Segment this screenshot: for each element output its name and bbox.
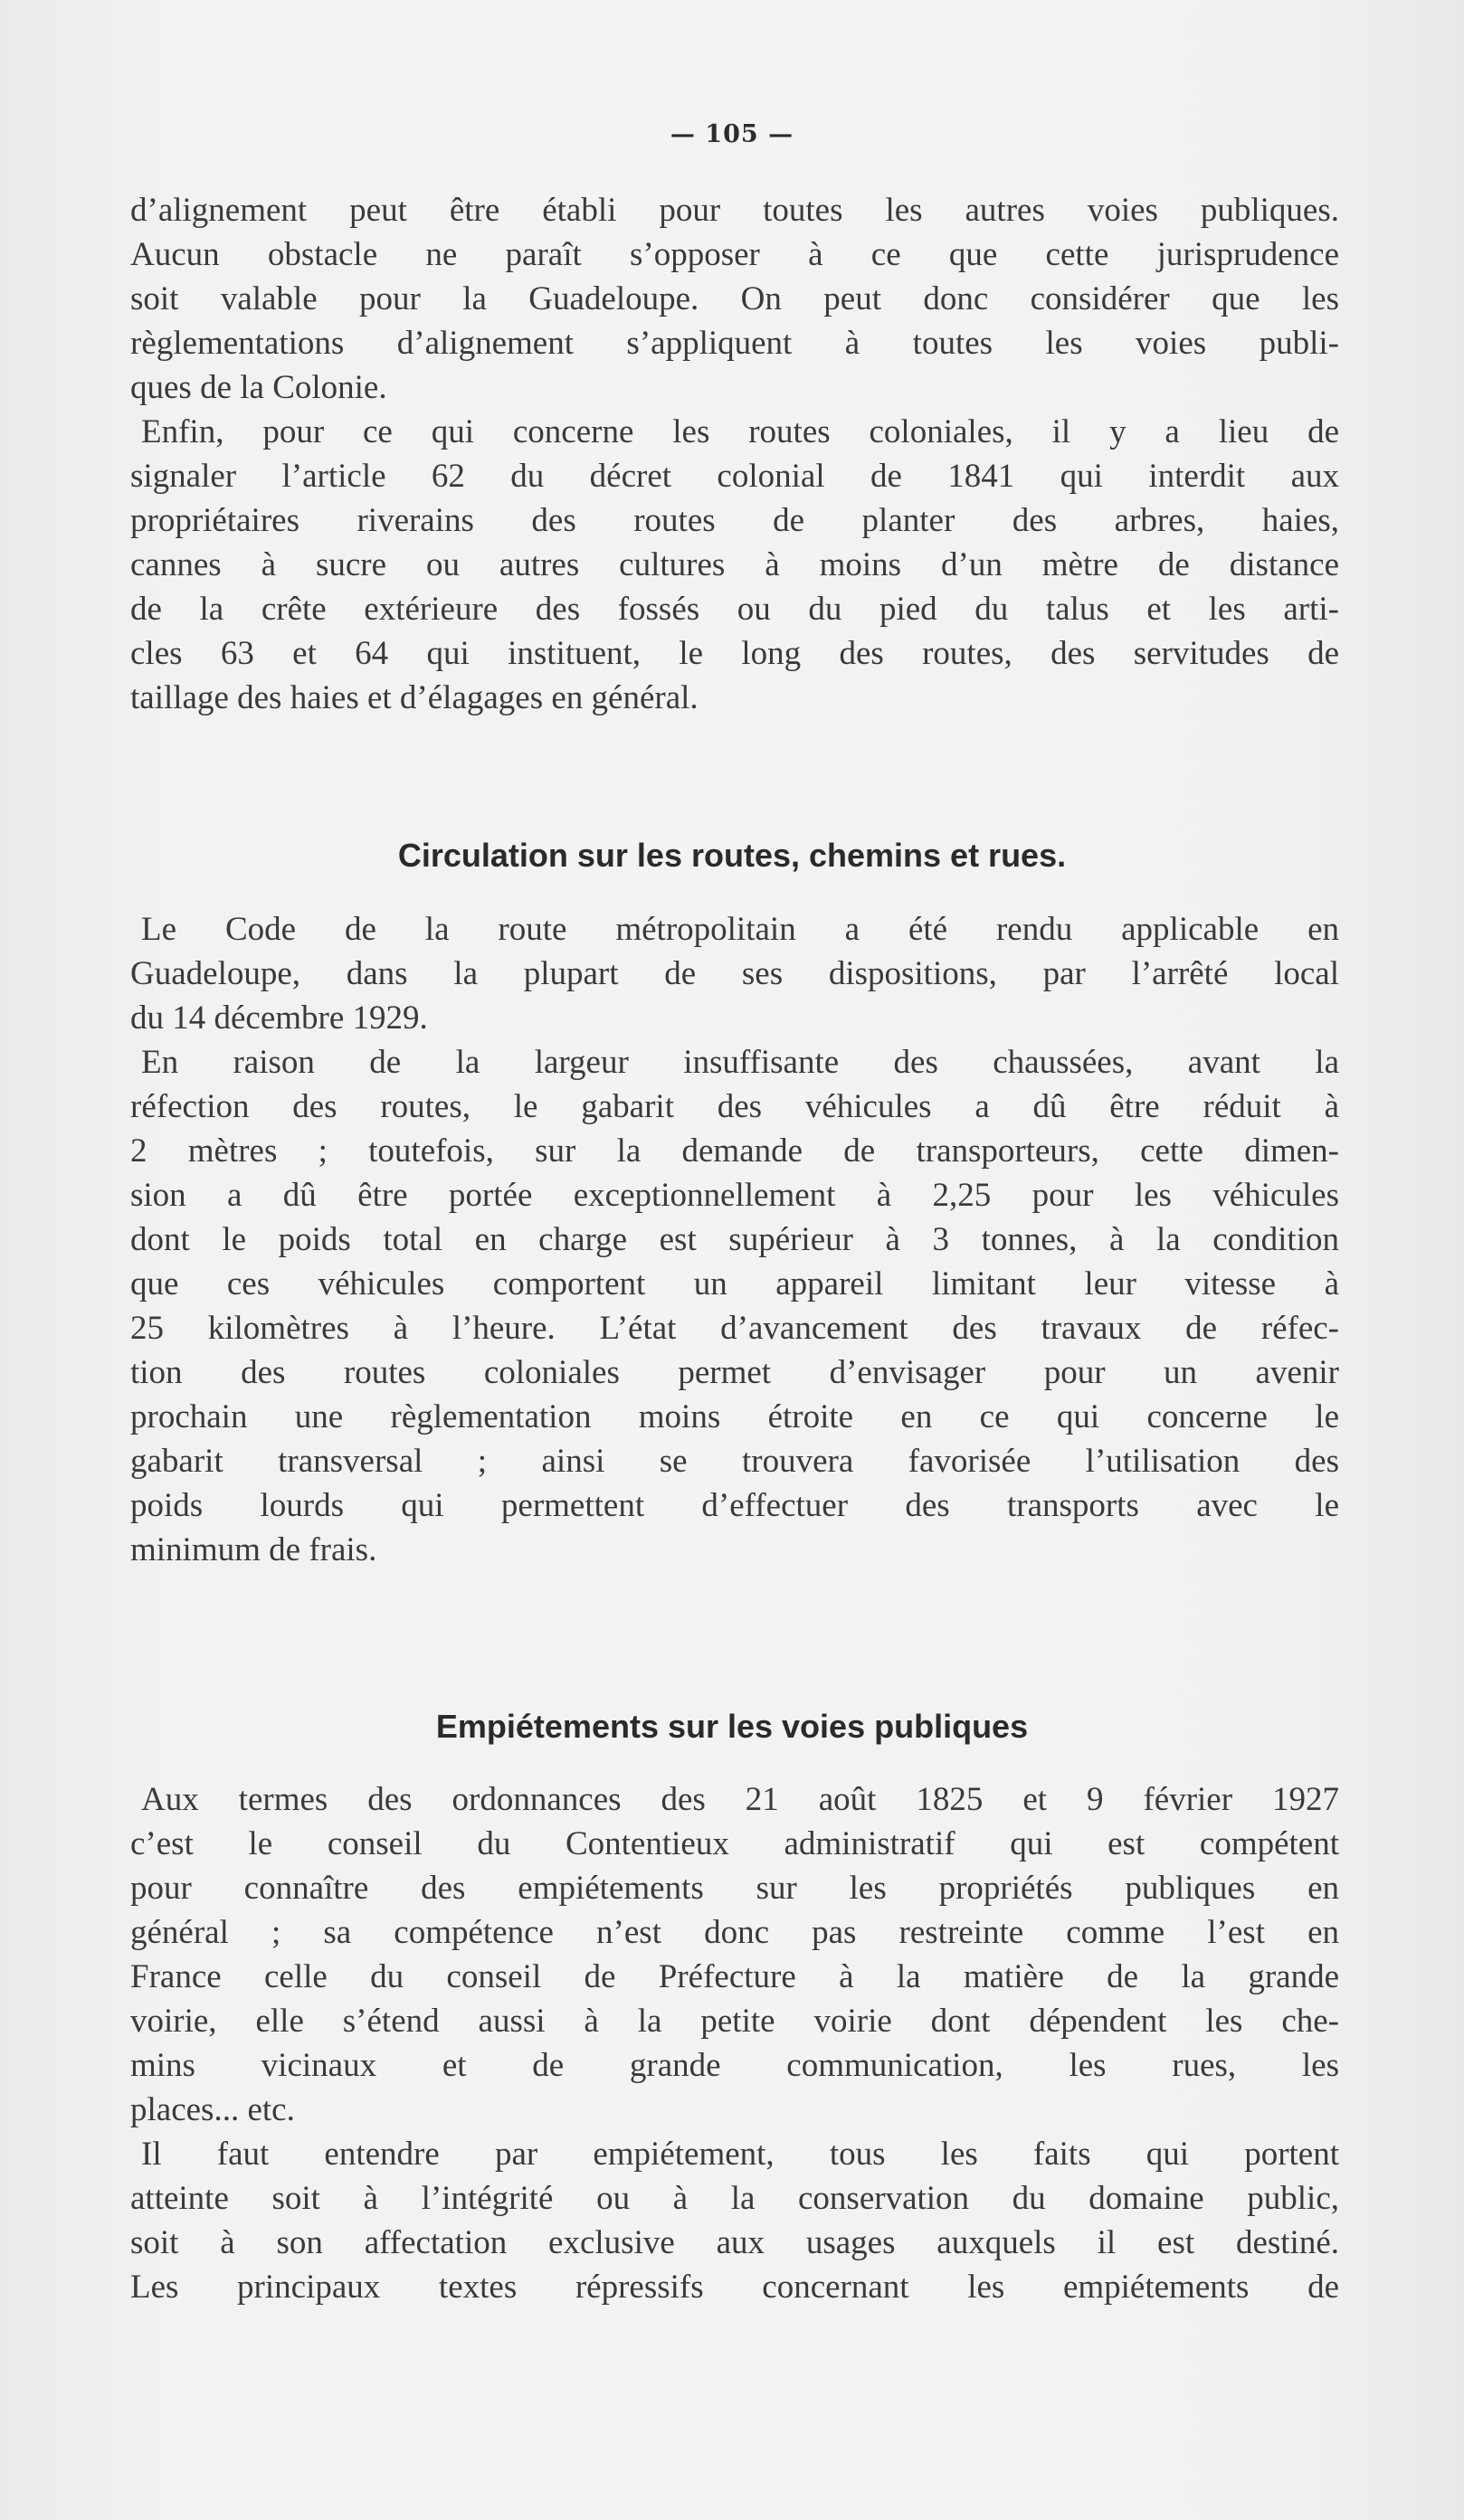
section-heading-circulation: Circulation sur les routes, chemins et rues. xyxy=(397,837,1067,874)
text-line: En raison de la largeur insuffisante des chaussées, avant la xyxy=(141,1044,1339,1081)
text-line: règlementations d’alignement s’appliquent à toutes les voies publi- xyxy=(130,325,1339,362)
text-line: 25 kilomètres à l’heure. L’état d’avancement des travaux de réfec- xyxy=(130,1310,1339,1347)
text-line: mins vicinaux et de grande communication, les rues, les xyxy=(130,2047,1339,2084)
text-line: général ; sa compétence n’est donc pas restreinte comme l’est en xyxy=(130,1914,1339,1951)
text-line: tion des routes coloniales permet d’envisager pour un avenir xyxy=(130,1354,1339,1391)
page-number: — 105 — xyxy=(670,120,794,148)
text-line: de la crête extérieure des fossés ou du pied du talus et les arti- xyxy=(130,591,1339,628)
section-heading-empietements: Empiétements sur les voies publiques xyxy=(435,1708,1029,1745)
text-line: prochain une règlementation moins étroite en ce qui concerne le xyxy=(130,1398,1339,1435)
text-line: dont le poids total en charge est supérieur à 3 tonnes, à la condition xyxy=(130,1221,1339,1258)
text-line: Enfin, pour ce qui concerne les routes coloniales, il y a lieu de xyxy=(141,413,1339,450)
text-line: du 14 décembre 1929. xyxy=(130,999,428,1037)
text-line: gabarit transversal ; ainsi se trouvera favorisée l’utilisation des xyxy=(130,1443,1339,1480)
circulation-paragraphs xyxy=(130,907,1339,1572)
text-line: Aucun obstacle ne paraît s’opposer à ce que cette jurisprudence xyxy=(130,236,1339,273)
text-line: minimum de frais. xyxy=(130,1531,377,1568)
text-line: places... etc. xyxy=(130,2091,295,2128)
text-line: sion a dû être portée exceptionnellement à 2,25 pour les véhicules xyxy=(130,1177,1339,1214)
text-line: pour connaître des empiétements sur les propriétés publiques en xyxy=(130,1870,1339,1907)
text-line: soit valable pour la Guadeloupe. On peut donc considérer que les xyxy=(130,280,1339,317)
text-line: c’est le conseil du Contentieux administratif qui est compétent xyxy=(130,1825,1339,1862)
text-line: propriétaires riverains des routes de planter des arbres, haies, xyxy=(130,502,1339,539)
text-line: Il faut entendre par empiétement, tous les faits qui portent xyxy=(141,2136,1339,2173)
text-line: cles 63 et 64 qui instituent, le long des routes, des servitudes de xyxy=(130,635,1339,672)
text-line: Les principaux textes répressifs concernant les empiétements de xyxy=(130,2269,1339,2306)
text-line: réfection des routes, le gabarit des véhicules a dû être réduit à xyxy=(130,1088,1339,1125)
text-line: poids lourds qui permettent d’effectuer des transports avec le xyxy=(130,1487,1339,1524)
text-line: Guadeloupe, dans la plupart de ses dispositions, par l’arrêté local xyxy=(130,955,1339,992)
text-line: signaler l’article 62 du décret colonial de 1841 qui interdit aux xyxy=(130,458,1339,495)
text-line: soit à son affectation exclusive aux usages auxquels il est destiné. xyxy=(130,2224,1339,2261)
text-line: cannes à sucre ou autres cultures à moins d’un mètre de distance xyxy=(130,546,1339,583)
text-line: taillage des haies et d’élagages en général. xyxy=(130,679,699,716)
text-line: Le Code de la route métropolitain a été rendu applicable en xyxy=(141,911,1339,948)
text-line: 2 mètres ; toutefois, sur la demande de transporteurs, cette dimen- xyxy=(130,1132,1339,1170)
text-line: France celle du conseil de Préfecture à la matière de la grande xyxy=(130,1958,1339,1995)
empietements-paragraphs xyxy=(130,1777,1339,2309)
text-line: ques de la Colonie. xyxy=(130,369,387,406)
text-line: voirie, elle s’étend aussi à la petite voirie dont dépendent les che- xyxy=(130,2003,1339,2040)
text-line: que ces véhicules comportent un appareil limitant leur vitesse à xyxy=(130,1265,1339,1303)
text-line: Aux termes des ordonnances des 21 août 1825 et 9 février 1927 xyxy=(141,1781,1339,1818)
text-line: atteinte soit à l’intégrité ou à la conservation du domaine public, xyxy=(130,2180,1339,2217)
text-line: d’alignement peut être établi pour toutes les autres voies publiques. xyxy=(130,192,1339,229)
intro-paragraphs xyxy=(130,188,1339,720)
